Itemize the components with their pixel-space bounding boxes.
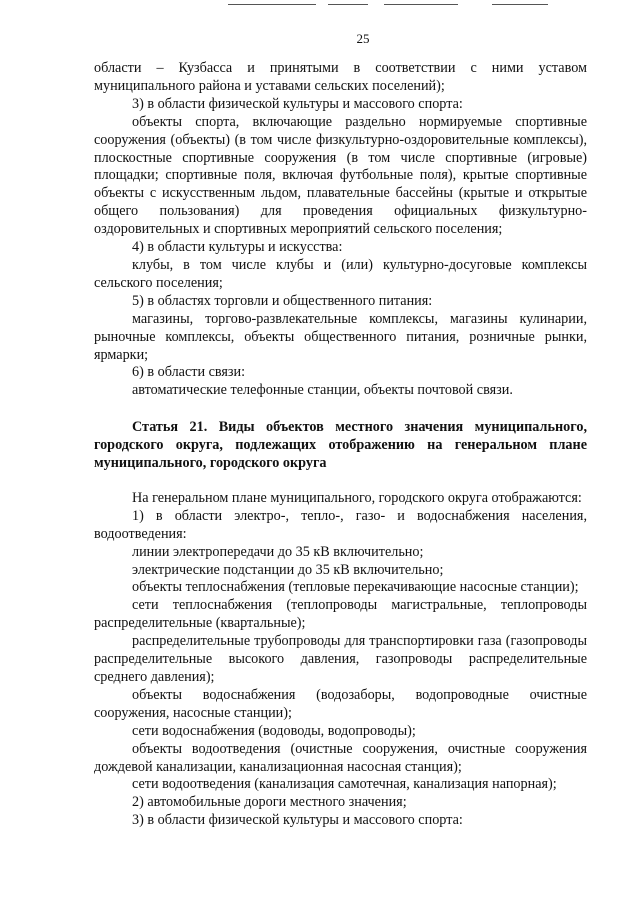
list-heading: 6) в области связи: <box>132 364 246 381</box>
paragraph: сети теплоснабжения (теплопроводы магистральные, теплопроводы распределительные (квартальные); <box>94 597 587 632</box>
top-edge-rule <box>328 4 368 5</box>
paragraph: объекты водоснабжения (водозаборы, водопроводные очистные сооружения, насосные станции); <box>94 686 587 721</box>
paragraph: объекты водоотведения (очистные сооружения, очистные сооружения дождевой канализации, канализационная насосная станция); <box>94 740 587 775</box>
paragraph: На генеральном плане муниципального, городского округа отображаются: <box>132 489 582 506</box>
paragraph: автоматические телефонные станции, объекты почтовой связи. <box>132 382 513 399</box>
document-body <box>94 60 587 830</box>
paragraph: области – Кузбасса и принятыми в соответствии с ними уставом муниципального района и уставами сельских поселений); <box>94 60 587 94</box>
paragraph: линии электропередачи до 35 кВ включительно; <box>132 543 424 560</box>
article-heading: Статья 21. Виды объектов местного значения муниципального, городского округа, подлежащих отображению на генеральном плане муниципального, городского округа <box>94 419 587 472</box>
top-edge-rule <box>228 4 316 5</box>
top-edge-rule <box>384 4 458 5</box>
paragraph: сети водоотведения (канализация самотечная, канализация напорная); <box>132 776 557 793</box>
page-number: 25 <box>356 31 370 46</box>
list-heading: 3) в области физической культуры и массового спорта: <box>132 812 463 829</box>
paragraph: объекты спорта, включающие раздельно нормируемые спортивные сооружения (объекты) (в том числе физкультурно-оздоровительные комплексы), плоскостные спортивные сооружения (в том числе спортивные (игровые) площадки; спортивные поля, включая футбольные поля), крытые спортивные объекты с искусственным льдом, плавательные бассейны (крытые и открытые общего пользования) для проведения официальных физкультурно-оздоровительных и спортивных мероприятий сельского поселения; <box>94 113 587 238</box>
paragraph: клубы, в том числе клубы и (или) культурно-досуговые комплексы сельского поселения; <box>94 256 587 291</box>
paragraph: сети водоснабжения (водоводы, водопроводы); <box>132 722 416 739</box>
list-heading: 2) автомобильные дороги местного значения; <box>132 794 407 811</box>
top-edge-rule <box>492 4 548 5</box>
list-heading: 5) в областях торговли и общественного питания: <box>132 292 433 309</box>
list-heading: 1) в области электро-, тепло-, газо- и водоснабжения населения, водоотведения: <box>94 507 587 542</box>
spacer <box>94 473 587 490</box>
paragraph: магазины, торгово-развлекательные комплексы, магазины кулинарии, рыночные комплексы, объекты общественного питания, розничные рынки, ярмарки; <box>94 310 587 363</box>
list-heading: 4) в области культуры и искусства: <box>132 239 343 256</box>
paragraph: электрические подстанции до 35 кВ включительно; <box>132 561 444 578</box>
paragraph: распределительные трубопроводы для транспортировки газа (газопроводы распределительные высокого давления, газопроводы распределительные среднего давления); <box>94 633 587 685</box>
paragraph: объекты теплоснабжения (тепловые перекачивающие насосные станции); <box>132 579 579 596</box>
list-heading: 3) в области физической культуры и массового спорта: <box>132 95 463 112</box>
